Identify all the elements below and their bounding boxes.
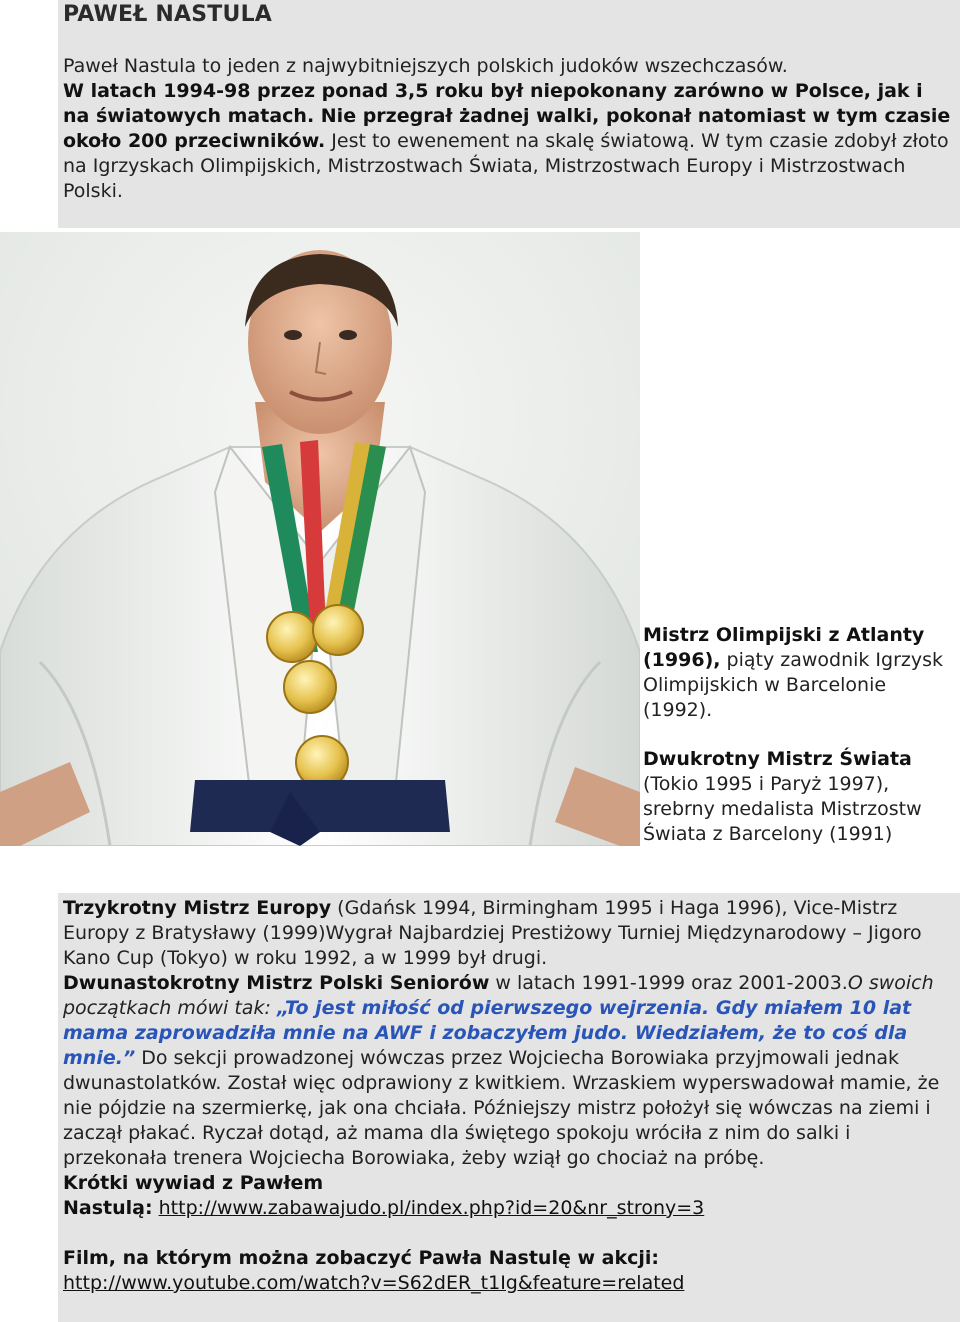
page-title: PAWEŁ NASTULA [63, 2, 273, 27]
film-label: Film, na którym można zobaczyć Pawła Nastulę w akcji: [63, 1247, 659, 1269]
interview-label: Krótki wywiad z Pawłem [63, 1172, 324, 1194]
intro-paragraph [63, 54, 955, 204]
caption-olympics [643, 623, 959, 723]
caption-olympics-text: piąty zawodnik Igrzysk Olimpijskich w Barcelonie (1992). [643, 649, 944, 721]
beginning-intro: O swoich początkach mówi tak: [63, 972, 934, 1019]
biography-paragraph [63, 896, 955, 1296]
europe-title: Trzykrotny Mistrz Europy [63, 897, 332, 919]
interview-label-name: Nastulą: [63, 1197, 153, 1219]
caption-world-championship [643, 747, 959, 847]
caption-olympics-bold: Mistrz Olimpijski z Atlanty (1996), [643, 624, 925, 671]
poland-text: w latach 1991-1999 oraz 2001-2003. [489, 972, 848, 994]
nastula-quote: „To jest miłość od pierwszego wejrzenia. Gdy miałem 10 lat mama zaprowadziła mnie na AWF i zobaczyłem judo. Wiedziałem, że to coś dla mnie.” [63, 997, 912, 1069]
intro-text-3: Jest to ewenement na skalę światową. W tym czasie zdobył złoto na Igrzyskach Olimpijskich, Mistrzostwach Świata, Mistrzostwach Europy i Mistrzostwach Polski. [63, 130, 949, 202]
judoka-photo [0, 232, 640, 846]
intro-text-1: Paweł Nastula to jeden z najwybitniejszych polskich judoków wszechczasów. [63, 55, 788, 77]
film-link[interactable]: http://www.youtube.com/watch?v=S62dER_t1Ig&feature=related [63, 1272, 685, 1294]
caption-world-text: (Tokio 1995 i Paryż 1997), srebrny medalista Mistrzostw Świata z Barcelony (1991) [643, 773, 922, 845]
intro-bold-text: W latach 1994-98 przez ponad 3,5 roku był niepokonany zarówno w Polsce, jak i na światowych matach. Nie przegrał żadnej walki, pokonał natomiast w tym czasie około 200 przeciwników. [63, 80, 951, 152]
poland-title: Dwunastokrotny Mistrz Polski Seniorów [63, 972, 490, 994]
caption-world-bold: Dwukrotny Mistrz Świata [643, 748, 912, 770]
interview-link[interactable]: http://www.zabawajudo.pl/index.php?id=20&nr_strony=3 [158, 1197, 705, 1219]
story-text: Do sekcji prowadzonej wówczas przez Wojciecha Borowiaka przyjmowali jednak dwunastolatków. Został więc odprawiony z kwitkiem. Wrzaskiem wyperswadował mamie, że nie pójdzie na szermierkę, jak ona chciała. Późniejszy mistrz położył się wówczas na ziemi i zaczął płakać. Ryczał dotąd, aż mama dla świętego spokoju wróciła z nim do salki i przekonała trenera Wojciecha Borowiaka, żeby wziął go chociaż na próbę. [63, 1047, 940, 1169]
europe-text: (Gdańsk 1994, Birmingham 1995 i Haga 1996), Vice-Mistrz Europy z Bratysławy (1999)Wygrał Najbardziej Prestiżowy Turniej Międzynarodowy – Jigoro Kano Cup (Tokyo) w roku 1992, a w 1999 był drugi. [63, 897, 922, 969]
